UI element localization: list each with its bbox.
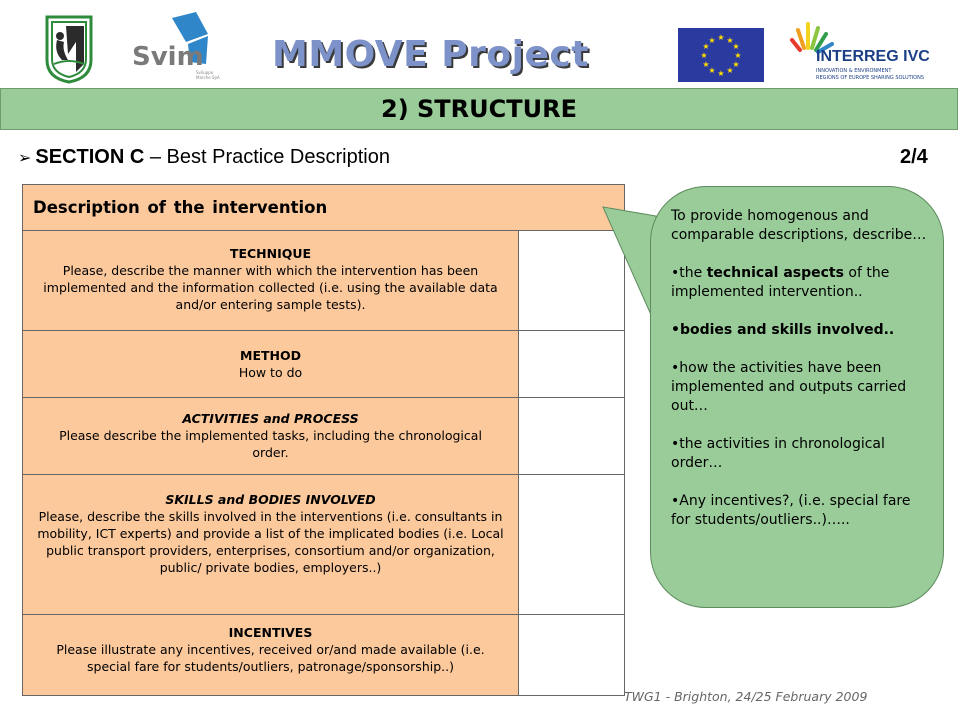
description-table xyxy=(22,184,625,696)
table-row-incentives xyxy=(23,615,624,695)
table-cell-input[interactable] xyxy=(519,475,624,614)
bubble-text xyxy=(671,207,933,530)
bubble-item-technical: •the technical aspects of the implemented intervention.. xyxy=(671,265,890,300)
page-title: MMOVE Project xyxy=(272,34,589,75)
bubble-item-activities: •how the activities have been implemented and outputs carried out… xyxy=(671,360,907,414)
row-heading: TECHNIQUE xyxy=(229,246,312,261)
row-body: Please, describe the skills involved in the interventions (i.e. consultants in mobility, ICT experts) and provide a list of the implicated bodies (i.e. Local public transport providers, enterprises, consortium and/or organization, public/ private bodies, employers..) xyxy=(37,509,504,575)
table-cell-input[interactable] xyxy=(519,331,624,397)
bubble-intro: To provide homogenous and comparable descriptions, describe… xyxy=(671,208,927,243)
table-row-technique xyxy=(23,231,624,331)
row-body: Please illustrate any incentives, received or/and made available (i.e. special fare for students/outliers, patronage/sponsorship..) xyxy=(56,642,485,674)
row-heading: INCENTIVES xyxy=(228,625,313,640)
bubble-item-chronology: •the activities in chronological order… xyxy=(671,436,885,471)
svg-text:★: ★ xyxy=(726,36,734,45)
section-banner xyxy=(0,88,958,130)
row-heading: METHOD xyxy=(240,348,301,363)
svg-text:★: ★ xyxy=(702,60,710,69)
svim-logo-text: Svim xyxy=(132,42,204,72)
svg-text:★: ★ xyxy=(717,69,725,78)
section-heading xyxy=(18,146,390,169)
row-body: Please, describe the manner with which the intervention has been implemented and the information collected (i.e. using the available data and/or entering sample tests). xyxy=(43,263,498,312)
bubble-item-incentives: •Any incentives?, (i.e. special fare for students/outliers..)….. xyxy=(671,493,911,528)
table-cell-input[interactable] xyxy=(519,398,624,474)
svg-text:★: ★ xyxy=(708,36,716,45)
table-row-activities xyxy=(23,398,624,475)
svim-logo-subtext: Sviluppo Marche SpA xyxy=(196,70,220,80)
svg-text:★: ★ xyxy=(700,51,708,60)
banner-title: 2) STRUCTURE xyxy=(381,95,577,123)
bubble-item-bodies: •bodies and skills involved.. xyxy=(671,322,895,338)
guidance-bubble xyxy=(650,186,944,608)
row-body: How to do xyxy=(238,365,303,380)
svg-text:★: ★ xyxy=(717,33,725,42)
table-cell-input[interactable] xyxy=(519,615,624,695)
marche-logo xyxy=(44,14,94,84)
table-header xyxy=(23,185,624,231)
table-row-skills xyxy=(23,475,624,615)
svg-text:★: ★ xyxy=(702,42,710,51)
table-cell-label xyxy=(23,398,519,474)
table-row-method xyxy=(23,331,624,398)
row-heading: ACTIVITIES and PROCESS xyxy=(182,411,359,426)
row-body: Please describe the implemented tasks, including the chronological order. xyxy=(59,428,482,460)
section-suffix: – Best Practice Description xyxy=(144,146,390,168)
section-prefix: SECTION C xyxy=(35,146,145,168)
interreg-logo-subtext2: REGIONS OF EUROPE SHARING SOLUTIONS xyxy=(816,75,925,81)
table-cell-label xyxy=(23,231,519,330)
table-cell-label xyxy=(23,475,519,614)
svg-text:★: ★ xyxy=(708,66,716,75)
footer-text: TWG1 - Brighton, 24/25 February 2009 xyxy=(624,689,868,704)
arrow-bullet-icon: ➢ xyxy=(18,150,32,167)
svg-text:★: ★ xyxy=(726,66,734,75)
interreg-logo-subtext1: INNOVATION & ENVIRONMENT xyxy=(816,68,892,74)
interreg-logo-text: INTERREG IVC xyxy=(816,48,930,65)
table-cell-label xyxy=(23,331,519,397)
svg-text:★: ★ xyxy=(732,60,740,69)
table-cell-label xyxy=(23,615,519,695)
page-number: 2/4 xyxy=(900,146,928,168)
svg-text:★: ★ xyxy=(734,51,742,60)
row-heading: SKILLS and BODIES INVOLVED xyxy=(165,492,376,507)
interreg-logo xyxy=(786,18,946,88)
svg-text:★: ★ xyxy=(732,42,740,51)
table-header-label: Description of the intervention xyxy=(33,198,328,217)
svim-logo xyxy=(128,12,218,82)
eu-flag-logo xyxy=(678,28,764,82)
